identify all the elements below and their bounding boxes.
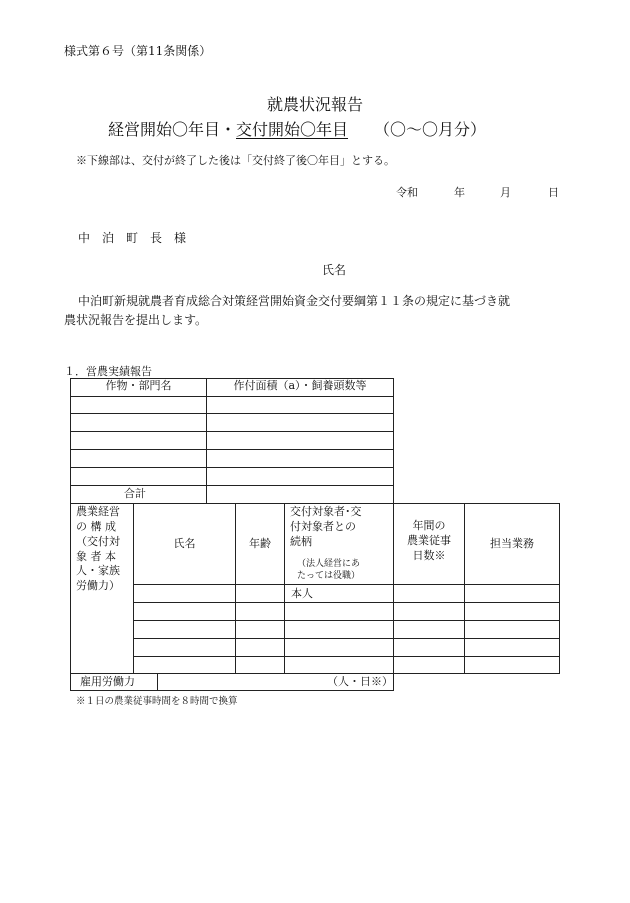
subtitle-part2-underlined: 交付開始〇年目 <box>236 120 349 139</box>
total-label: 合計 <box>124 487 146 500</box>
hired-label: 雇用労働力 <box>80 675 135 688</box>
hired-unit: （人・日※） <box>327 675 393 688</box>
date-month: 月 <box>500 186 511 199</box>
labor-header-age: 年齢 <box>249 537 271 550</box>
subtitle <box>108 117 486 140</box>
date-year: 年 <box>454 186 465 199</box>
body-text-line2: 農状況報告を提出します。 <box>64 313 208 327</box>
body-text-line1: 中泊町新規就農者育成総合対策経営開始資金交付要綱第１１条の規定に基づき就 <box>78 294 511 308</box>
date-day: 日 <box>548 186 559 199</box>
name-label: 氏名 <box>322 263 347 277</box>
labor-header-name: 氏名 <box>173 537 196 550</box>
crop-header-name: 作物・部門名 <box>105 379 172 392</box>
labor-header-days: 年間の 農業従事 日数※ <box>407 519 451 562</box>
crop-header-area: 作付面積（a）・飼養頭数等 <box>233 379 367 392</box>
section1-heading: １．営農実績報告 <box>64 365 152 378</box>
subtitle-part1: 経営開始〇年目・ <box>108 120 237 139</box>
first-row-relation: 本人 <box>291 587 313 600</box>
page-title: 就農状況報告 <box>266 95 363 114</box>
addressee: 中 泊 町 長 様 <box>78 231 187 245</box>
date-era: 令和 <box>396 186 418 199</box>
footnote: ※１日の農業従事時間を８時間で換算 <box>76 696 238 707</box>
labor-header-duty: 担当業務 <box>490 537 534 550</box>
labor-header-relation-note: （法人経営にあ たっては役職） <box>297 559 361 582</box>
labor-header-relation: 交付対象者･交 付対象者との 続柄 <box>290 505 362 548</box>
underline-note: ※下線部は、交付が終了した後は「交付終了後〇年目」とする。 <box>76 154 395 167</box>
labor-label: 農業経営 の 構 成 （交付対 象 者 本 人・家族 労働力） <box>76 505 120 593</box>
subtitle-part3: （〇～〇月分） <box>374 120 487 139</box>
form-number: 様式第６号（第11条関係） <box>64 44 212 58</box>
